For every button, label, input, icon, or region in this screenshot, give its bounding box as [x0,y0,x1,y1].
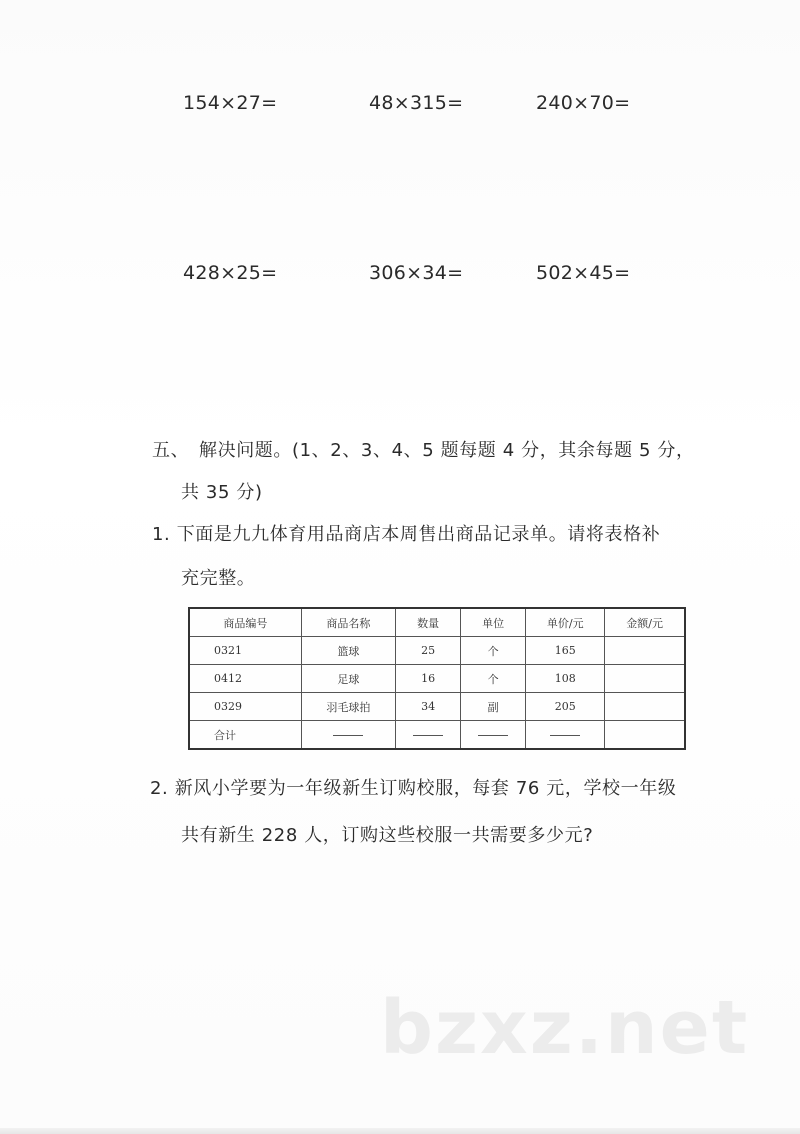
cell-unit-price: 165 [526,637,605,665]
cell-unit: 个 [461,637,526,665]
table-header-row [189,608,685,637]
page-bottom-edge [0,1128,800,1134]
calc-306x34: 306×34= [369,262,464,284]
dash-mark [413,735,443,736]
sales-record-table [188,607,686,750]
section-heading-line2: 共 35 分) [181,482,263,503]
table-row [189,693,685,721]
cell-code: 0412 [189,665,301,693]
cell-unit: 副 [461,693,526,721]
calc-428x25: 428×25= [183,262,278,284]
cell-dash [526,721,605,750]
table-row [189,665,685,693]
cell-dash [461,721,526,750]
cell-total-label: 合计 [189,721,301,750]
header-quantity: 数量 [396,608,461,637]
cell-quantity: 16 [396,665,461,693]
header-item-name: 商品名称 [301,608,395,637]
cell-name: 羽毛球拍 [301,693,395,721]
cell-quantity: 25 [396,637,461,665]
cell-amount-blank[interactable] [605,693,685,721]
table-total-row [189,721,685,750]
cell-amount-blank[interactable] [605,637,685,665]
cell-amount-blank[interactable] [605,665,685,693]
calc-154x27: 154×27= [183,92,278,114]
cell-dash [301,721,395,750]
question-1-line1: 1. 下面是九九体育用品商店本周售出商品记录单。请将表格补 [152,524,661,545]
calc-240x70: 240×70= [536,92,631,114]
cell-name: 篮球 [301,637,395,665]
dash-mark [478,735,508,736]
section-heading-line1: 解决问题。(1、2、3、4、5 题每题 4 分，其余每题 5 分， [199,440,695,461]
calc-502x45: 502×45= [536,262,631,284]
header-unit: 单位 [461,608,526,637]
cell-unit: 个 [461,665,526,693]
cell-unit-price: 205 [526,693,605,721]
cell-code: 0321 [189,637,301,665]
calc-48x315: 48×315= [369,92,464,114]
cell-name: 足球 [301,665,395,693]
question-2-line2: 共有新生 228 人，订购这些校服一共需要多少元? [181,825,594,846]
header-amount: 金额/元 [605,608,685,637]
cell-total-amount-blank[interactable] [605,721,685,750]
question-2-line1: 2. 新风小学要为一年级新生订购校服，每套 76 元，学校一年级 [150,778,677,799]
cell-quantity: 34 [396,693,461,721]
dash-mark [550,735,580,736]
header-item-code: 商品编号 [189,608,301,637]
cell-unit-price: 108 [526,665,605,693]
section-number: 五、 [152,440,190,461]
cell-dash [396,721,461,750]
question-1-line2: 充完整。 [181,568,256,589]
dash-mark [333,735,363,736]
cell-code: 0329 [189,693,301,721]
watermark-text: bzxz.net [380,985,750,1071]
table-row [189,637,685,665]
header-unit-price: 单价/元 [526,608,605,637]
